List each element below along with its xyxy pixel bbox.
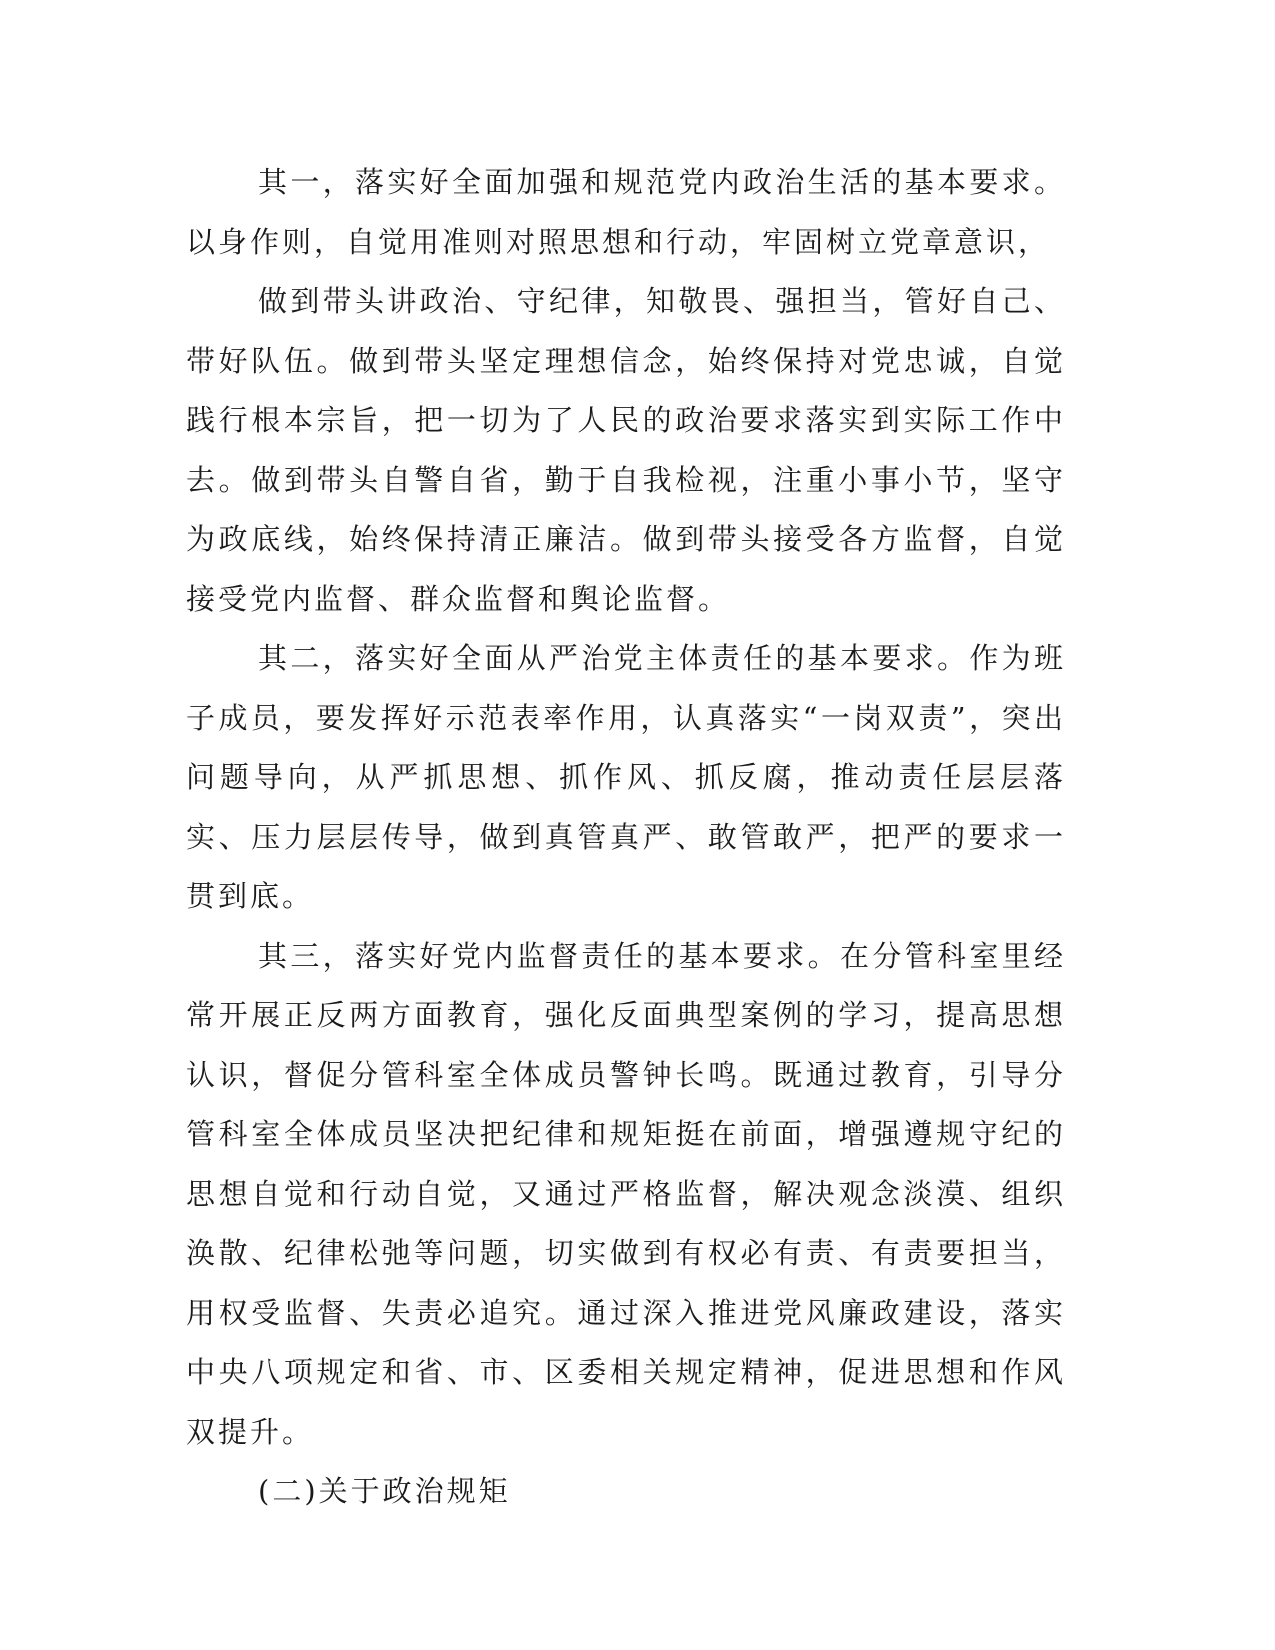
paragraph-2: 做到带头讲政治、守纪律，知敬畏、强担当，管好自己、带好队伍。做到带头坚定理想信念，始终保持对党忠诚，自觉践行根本宗旨，把一切为了人民的政治要求落实到实际工作中去。做到带头自警自省，勤于自我检视，注重小事小节，坚守为政底线，始终保持清正廉洁。做到带头接受各方监督，自觉接受党内监督、群众监督和舆论监督。	[186, 284, 1066, 616]
section-heading: (二)关于政治规矩	[258, 1474, 511, 1508]
paragraph-3: 其二，落实好全面从严治党主体责任的基本要求。作为班子成员，要发挥好示范表率作用，认真落实“一岗双责”，突出问题导向，从严抓思想、抓作风、抓反腐，推动责任层层落实、压力层层传导，做到真管真严、敢管敢严，把严的要求一贯到底。	[186, 641, 1066, 913]
document-body	[186, 153, 1066, 1522]
paragraph-4: 其三，落实好党内监督责任的基本要求。在分管科室里经常开展正反两方面教育，强化反面典型案例的学习，提高思想认识，督促分管科室全体成员警钟长鸣。既通过教育，引导分管科室全体成员坚决把纪律和规矩挺在前面，增强遵规守纪的思想自觉和行动自觉，又通过严格监督，解决观念淡漠、组织涣散、纪律松弛等问题，切实做到有权必有责、有责要担当，用权受监督、失责必追究。通过深入推进党风廉政建设，落实中央八项规定和省、市、区委相关规定精神，促进思想和作风双提升。	[186, 938, 1066, 1449]
paragraph-1: 其一，落实好全面加强和规范党内政治生活的基本要求。以身作则，自觉用准则对照思想和行动，牢固树立党章意识，	[186, 165, 1066, 259]
